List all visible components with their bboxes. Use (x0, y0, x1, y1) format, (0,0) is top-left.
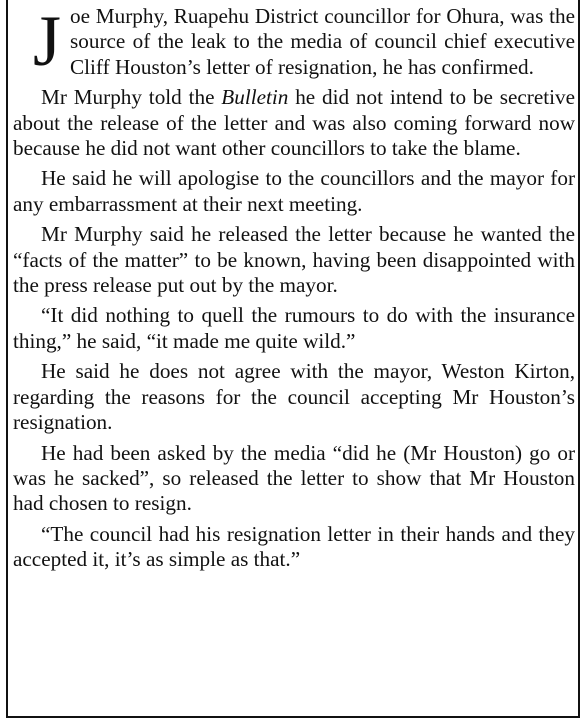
paragraph-6: He said he does not agree with the mayor, Weston Kirton, regarding the reasons for the council accepting Mr Houston’s resignation. (13, 359, 575, 435)
paragraph-2 (13, 85, 575, 161)
publication-name: Bulletin (221, 85, 289, 110)
bottom-rule (6, 716, 580, 718)
paragraph-7: He had been asked by the media “did he (Mr Houston) go or was he sacked”, so released the letter to show that Mr Houston had chosen to resign. (13, 440, 575, 516)
drop-cap: J (33, 1, 62, 81)
paragraph-3: He said he will apologise to the councillors and the mayor for any embarrassment at their next meeting. (13, 166, 575, 216)
article-body (13, 1, 575, 578)
paragraph-2-text-a: Mr Murphy told the (41, 85, 222, 110)
paragraph-2-text-b: he did not intend to be secretive about the release of the letter and was also coming forward now because he did not want other councillors to take the blame. (13, 85, 575, 161)
paragraph-1-text: oe Murphy, Ruapehu District councillor for Ohura, was the source of the leak to the media of council chief executive Cliff Houston’s letter of resignation, he has confirmed. (70, 4, 575, 79)
paragraph-8: “The council had his resignation letter in their hands and they accepted it, it’s as simple as that.” (13, 521, 575, 572)
paragraph-4: Mr Murphy said he released the letter because he wanted the “facts of the matter” to be known, having been disappointed with the press release put out by the mayor. (13, 222, 575, 298)
paragraph-5: “It did nothing to quell the rumours to do with the insurance thing,” he said, “it made me quite wild.” (13, 303, 575, 353)
paragraph-1 (13, 1, 575, 81)
